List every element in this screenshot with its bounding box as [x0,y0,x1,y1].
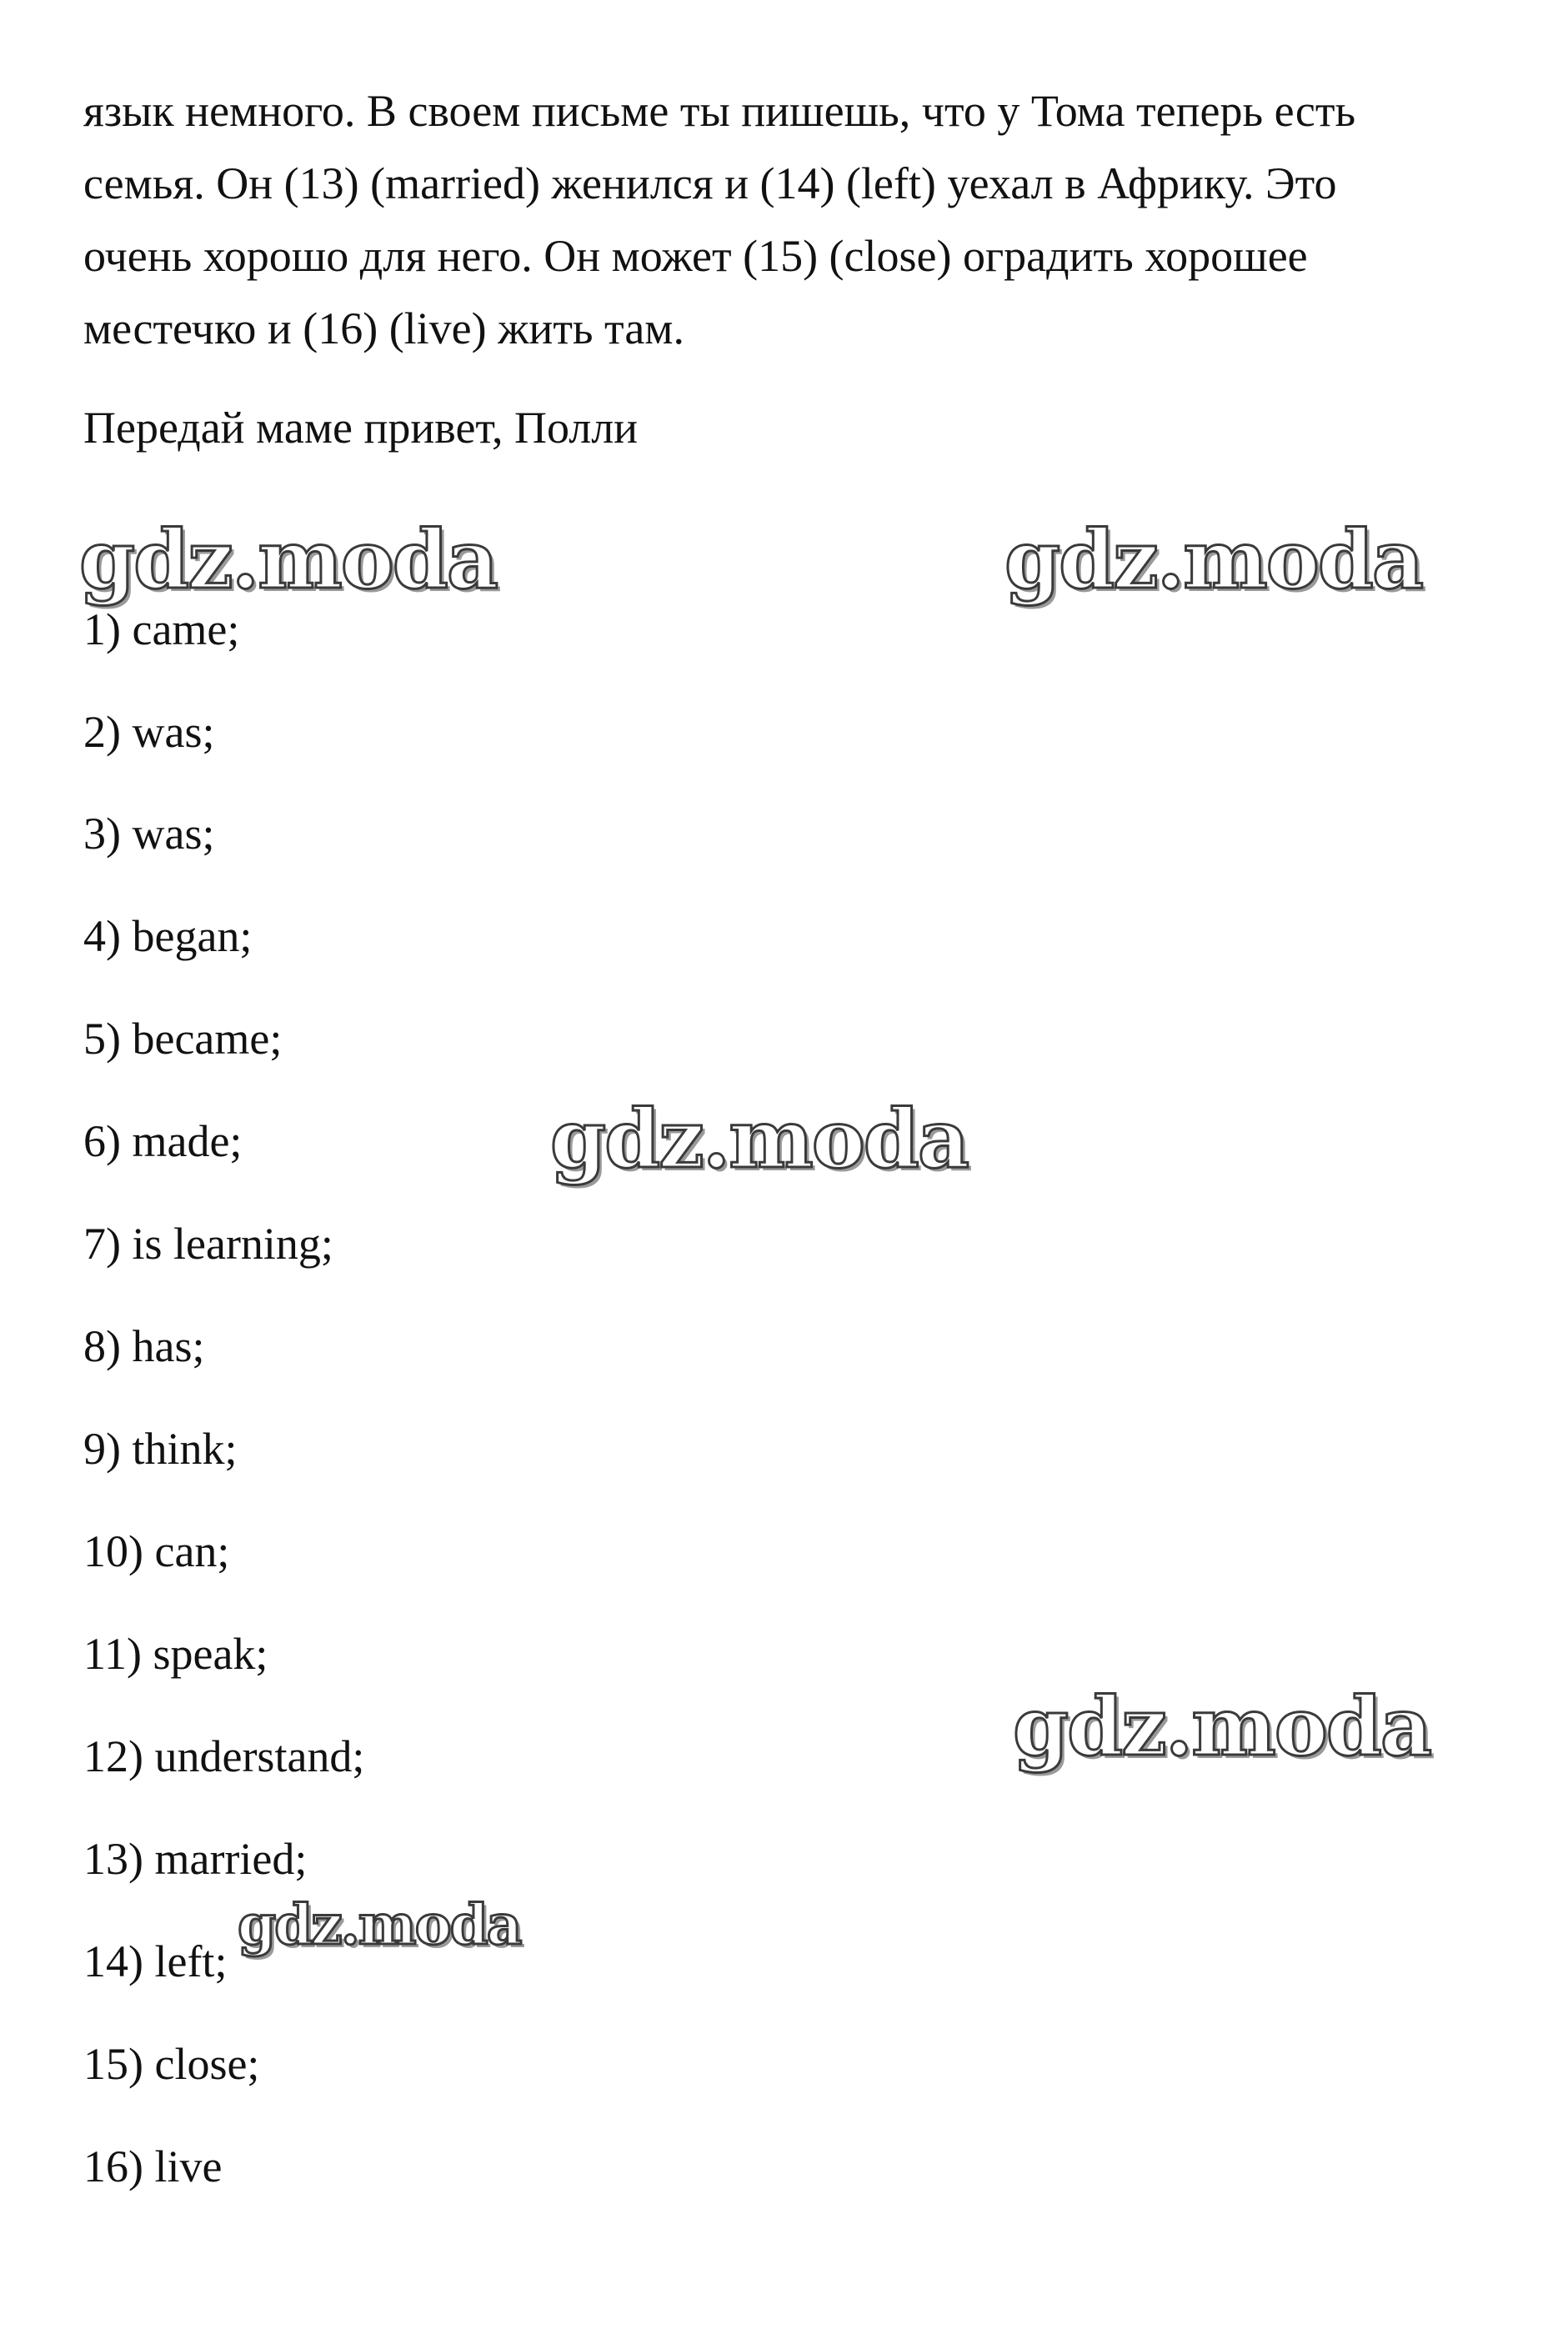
answer-item: 12) understand; [83,1731,365,1781]
answer-item: 9) think; [83,1424,238,1474]
answer-item: 1) came; [83,604,240,654]
answer-item: 5) became; [83,1014,283,1064]
letter-paragraph [83,75,1500,365]
watermark-logo: gdz.moda [550,1092,969,1186]
answer-item: 2) was; [83,707,215,757]
watermark-logo: gdz.moda [1013,1680,1431,1774]
watermark-logo: gdz.moda [1004,513,1423,607]
answer-item: 6) made; [83,1116,243,1166]
letter-line: местечко и (16) (live) жить там. [83,303,684,353]
letter-line: семья. Он (13) (married) женился и (14) (left) уехал в Африку. Это [83,158,1337,208]
answer-item: 4) began; [83,911,253,961]
answer-item: 13) married; [83,1834,308,1884]
watermark-logo: gdz.moda [238,1892,521,1957]
answer-item: 11) speak; [83,1629,268,1679]
watermark-logo: gdz.moda [79,513,498,607]
letter-line: очень хорошо для него. Он может (15) (close) оградить хорошее [83,231,1308,281]
letter-line: язык немного. В своем письме ты пишешь, что у Тома теперь есть [83,86,1356,136]
answer-item: 15) close; [83,2039,260,2089]
answer-item: 14) left; [83,1936,228,1986]
answer-item: 7) is learning; [83,1219,333,1269]
answer-item: 3) was; [83,809,215,859]
letter-closing: Передай маме привет, Полли [83,403,639,453]
answer-item: 16) live [83,2141,223,2191]
answer-item: 10) can; [83,1526,230,1576]
answer-item: 8) has; [83,1321,205,1371]
